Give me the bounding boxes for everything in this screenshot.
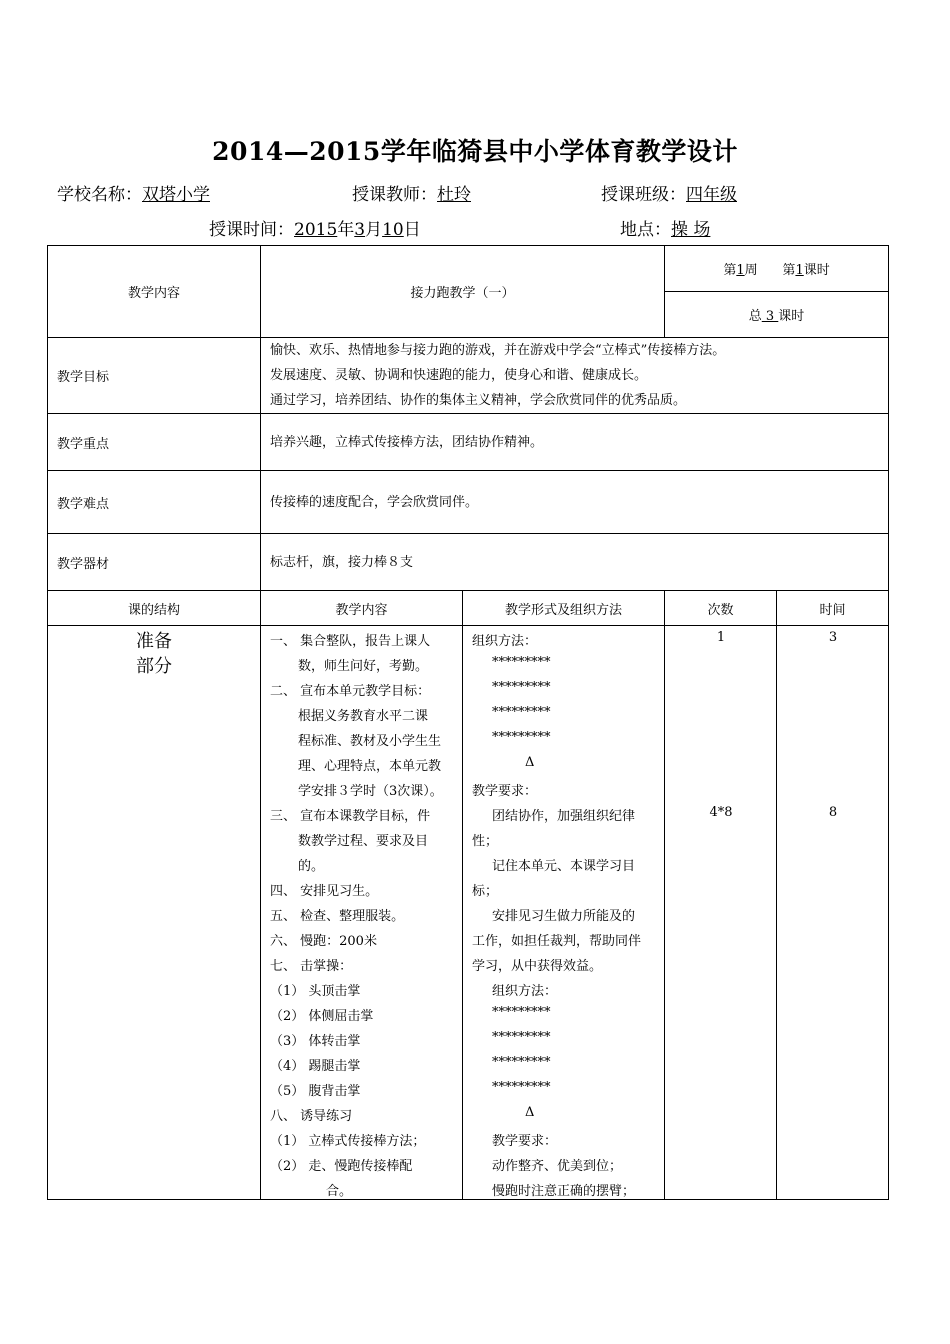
content-line: （2） 体侧屈击掌 [270,1009,374,1024]
method-line: 记住本单元、本课学习目 [492,859,636,874]
lesson-suffix: 课时 [803,263,830,278]
lesson-prefix: 第 [782,263,796,278]
place-label: 地点： [620,220,671,240]
body-count-cell [665,626,777,1200]
equipment-label-cell [48,534,261,591]
difficulty-cell [261,471,889,534]
date-year: 2015 [294,220,338,240]
method-line: 动作整齐、优美到位； [492,1159,623,1174]
time-value: 8 [828,805,838,820]
equipment-label: 教学器材 [57,556,110,572]
method-line: ********* [492,655,551,670]
place-field [620,215,710,240]
method-line: ********* [492,1080,551,1095]
method-line: ********* [492,1005,551,1020]
week-num: 1 [736,263,745,278]
method-line: 组织方法： [472,634,538,649]
difficulty-label: 教学难点 [57,496,110,512]
total-suffix: 课时 [778,309,805,324]
equipment-value: 标志杆，旗，接力棒８支 [270,554,414,570]
method-line: Δ [525,1105,535,1120]
total-num: 3 [761,309,779,324]
method-line: 标； [472,884,499,899]
school-label: 学校名称： [57,185,142,205]
header-content: 教学内容 [261,591,463,626]
difficulty-label-cell [48,471,261,534]
difficulty-value: 传接棒的速度配合，学会欣赏同伴。 [270,494,479,510]
content-label: 教学内容 [127,286,180,301]
week-suffix: 周 [744,263,758,278]
header-structure: 课的结构 [48,591,261,626]
content-line: （2） 走、慢跑传接棒配 [270,1159,413,1174]
method-line: 教学要求： [472,784,538,799]
header-method: 教学形式及组织方法 [463,591,665,626]
class-value: 四年级 [686,185,737,205]
method-line: 组织方法： [492,984,558,999]
method-line: ********* [492,680,551,695]
content-line: （3） 体转击掌 [270,1034,361,1049]
method-line: 性； [472,834,499,849]
date-label: 授课时间： [209,220,294,240]
date-month: 3 [354,220,366,240]
content-cell [261,246,665,338]
body-content-cell [261,626,463,1200]
content-line: 程标准、教材及小学生生 [298,734,442,749]
content-line: 根据义务教育水平二课 [298,709,429,724]
method-line: ********* [492,705,551,720]
content-line: 数，师生问好，考勤。 [298,659,429,674]
school-field [57,180,210,205]
section-name-line2: 部分 [136,656,172,677]
teacher-field [352,180,471,205]
date-year-suffix: 年 [337,220,355,240]
method-line: ********* [492,1030,551,1045]
teacher-value: 杜玲 [437,185,471,205]
content-label-cell [48,246,261,338]
method-line: 教学要求： [492,1134,558,1149]
class-label: 授课班级： [601,185,686,205]
key-label: 教学重点 [57,436,110,452]
goal-item: 发展速度、灵敏、协调和快速跑的能力，使身心和谐、健康成长。 [270,368,648,383]
method-line: 安排见习生做力所能及的 [492,909,636,924]
content-line: （5） 腹背击掌 [270,1084,361,1099]
goals-cell [261,338,889,414]
lesson-plan-table [47,245,889,1200]
time-value: 3 [828,630,838,645]
week-lesson-cell [665,246,889,292]
key-label-cell [48,414,261,471]
content-line: 三、 宣布本课教学目标，件 [270,809,431,824]
content-line: 五、 检查、整理服装。 [270,909,405,924]
date-day-suffix: 日 [403,220,421,240]
school-value: 双塔小学 [142,185,210,205]
content-line: （1） 头顶击掌 [270,984,361,999]
goal-item: 通过学习，培养团结、协作的集体主义精神，学会欣赏同伴的优秀品质。 [270,393,687,408]
goal-item: 愉快、欢乐、热情地参与接力跑的游戏，并在游戏中学会“立棒式”传接棒方法。 [270,343,726,358]
count-value: 1 [716,630,726,645]
content-line: 学安排３学时（3次课）。 [298,784,443,799]
content-line: 一、 集合整队，报告上课人 [270,634,431,649]
header-count: 次数 [665,591,777,626]
body-time-cell [777,626,889,1200]
equipment-cell [261,534,889,591]
body-method-cell [463,626,665,1200]
content-value: 接力跑教学（一） [410,286,515,301]
content-line: （1） 立棒式传接棒方法； [270,1134,426,1149]
key-value: 培养兴趣，立棒式传接棒方法，团结协作精神。 [270,434,544,450]
method-line: Δ [525,755,535,770]
structure-cell [48,626,261,1200]
date-day: 10 [382,220,404,240]
teacher-label: 授课教师： [352,185,437,205]
content-line: 二、 宣布本单元教学目标： [270,684,431,699]
content-line: （4） 踢腿击掌 [270,1059,361,1074]
count-value: 4*8 [709,805,733,820]
key-cell [261,414,889,471]
section-name-line1: 准备 [136,631,172,652]
content-line: 六、 慢跑：200米 [270,934,377,949]
content-line: 数教学过程、要求及目 [298,834,429,849]
content-line: 七、 击掌操： [270,959,353,974]
method-line: 工作，如担任裁判，帮助同伴 [472,934,642,949]
method-line: 学习，从中获得效益。 [472,959,603,974]
method-line: 慢跑时注意正确的摆臂； [492,1184,636,1199]
lesson-num: 1 [795,263,804,278]
method-line: ********* [492,730,551,745]
week-prefix: 第 [723,263,737,278]
content-line: 合。 [326,1184,353,1199]
method-line: ********* [492,1055,551,1070]
page-title: 2014—2015学年临猗县中小学体育教学设计 [212,137,738,166]
total-prefix: 总 [748,309,762,324]
date-month-suffix: 月 [365,220,383,240]
content-line: 八、 诱导练习 [270,1109,353,1124]
place-value: 操 场 [671,220,711,240]
total-cell [665,292,889,338]
date-field [209,215,421,240]
header-time: 时间 [777,591,889,626]
method-line: 团结协作，加强组织纪律 [492,809,636,824]
goals-label: 教学目标 [57,370,110,385]
goals-label-cell [48,338,261,414]
class-field [601,180,737,205]
content-line: 理、心理特点，本单元教 [298,759,442,774]
content-line: 四、 安排见习生。 [270,884,379,899]
content-line: 的。 [298,859,325,874]
